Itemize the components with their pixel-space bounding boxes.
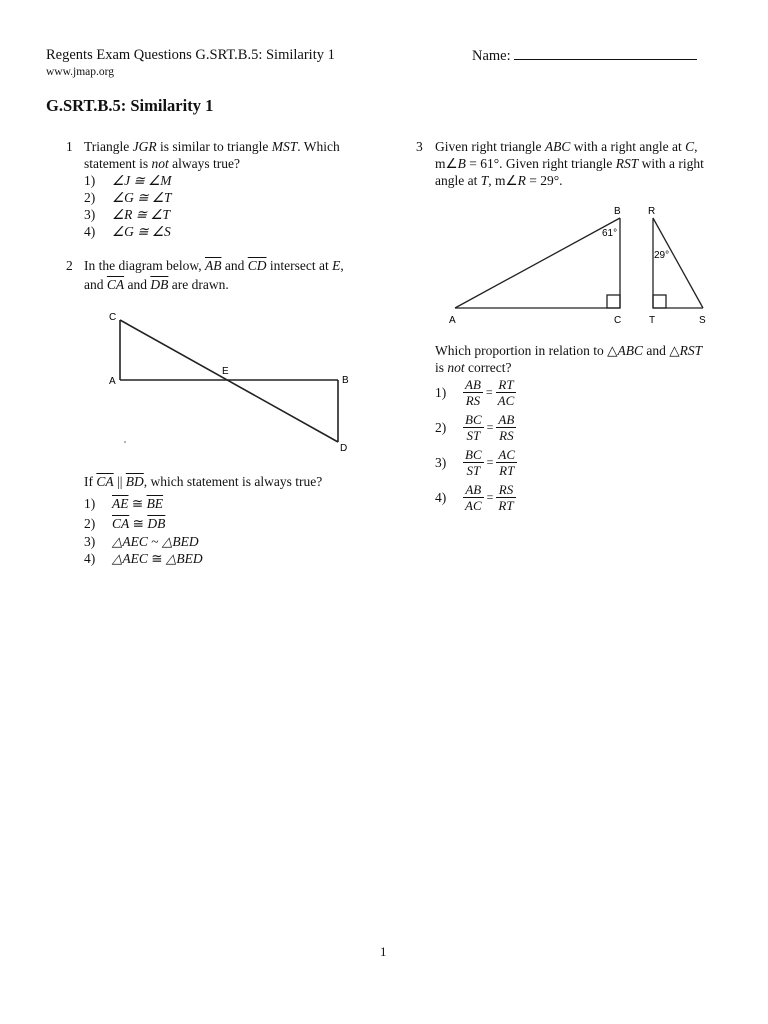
section-title: G.SRT.B.5: Similarity 1	[46, 96, 214, 115]
label-e: E	[222, 366, 229, 377]
label-t: T	[649, 315, 656, 326]
label-b: B	[614, 206, 621, 217]
answer-option: 3) $\frac{BC}{ST}$ = $\frac{AC}{RT}$	[435, 447, 516, 478]
right-angle-mark-t	[653, 295, 666, 308]
question-number: 3	[416, 139, 423, 154]
segment-cd	[120, 320, 338, 442]
stray-dot	[124, 441, 126, 443]
question-3-prompt-line-1: Which proportion in relation to △ABC and △RST	[435, 343, 703, 358]
answer-option: 4) △AEC ≅ △BED	[84, 551, 203, 566]
page-number: 1	[380, 944, 387, 959]
side-ab	[455, 218, 620, 308]
question-number: 1	[66, 139, 73, 154]
question-3-line-3: angle at T, m∠R = 29°.	[435, 173, 563, 188]
right-angle-mark-c	[607, 295, 620, 308]
question-1-line-2: statement is not always true?	[84, 156, 240, 171]
answer-option: 3) △AEC ~ △BED	[84, 534, 199, 549]
label-b: B	[342, 375, 349, 386]
intersecting-segments-diagram	[100, 305, 370, 455]
label-a: A	[109, 376, 116, 387]
question-number: 2	[66, 258, 73, 273]
label-angle-r: 29°	[654, 250, 670, 261]
label-s: S	[699, 315, 706, 326]
answer-option: 2) $\overline{CA}$ ≅ $\overline{DB}$	[84, 516, 166, 531]
question-3-prompt-line-2: is not correct?	[435, 360, 512, 375]
source-url: www.jmap.org	[46, 66, 115, 78]
answer-option: 4) $\frac{AB}{AC}$ = $\frac{RS}{RT}$	[435, 482, 514, 513]
answer-option: 1) ∠J ≅ ∠M	[84, 173, 172, 188]
question-2-line-2: and $\overline{CA}$ and $\overline{DB}$ are drawn.	[84, 277, 229, 292]
answer-option: 2) ∠G ≅ ∠T	[84, 190, 172, 205]
label-angle-b: 61°	[602, 228, 618, 239]
answer-option: 1) $\frac{AB}{RS}$ = $\frac{RT}{AC}$	[435, 377, 515, 408]
question-3-line-1: Given right triangle ABC with a right angle at C,	[435, 139, 698, 154]
label-a: A	[449, 315, 456, 326]
label-d: D	[340, 443, 348, 454]
label-c: C	[614, 315, 622, 326]
label-r: R	[648, 206, 656, 217]
name-field	[472, 47, 697, 65]
answer-option: 4) ∠G ≅ ∠S	[84, 224, 171, 239]
document-title: Regents Exam Questions G.SRT.B.5: Similarity 1	[46, 47, 335, 63]
question-2-line-1: In the diagram below, $\overline{AB}$ and $\overline{CD}$ intersect at E,	[84, 258, 344, 273]
answer-option: 1) $\overline{AE}$ ≅ $\overline{BE}$	[84, 496, 164, 511]
right-triangles-diagram	[445, 202, 720, 327]
name-label: Name:	[472, 48, 511, 64]
question-1-line-1: Triangle JGR is similar to triangle MST. Which	[84, 139, 340, 154]
answer-option: 3) ∠R ≅ ∠T	[84, 207, 171, 222]
question-2-condition: If $\overline{CA}$ || $\overline{BD}$, which statement is always true?	[84, 474, 323, 489]
answer-option: 2) $\frac{BC}{ST}$ = $\frac{AB}{RS}$	[435, 412, 515, 443]
question-3-line-2: m∠B = 61°. Given right triangle RST with a right	[435, 156, 704, 171]
name-blank-line	[514, 47, 697, 60]
label-c: C	[109, 312, 117, 323]
